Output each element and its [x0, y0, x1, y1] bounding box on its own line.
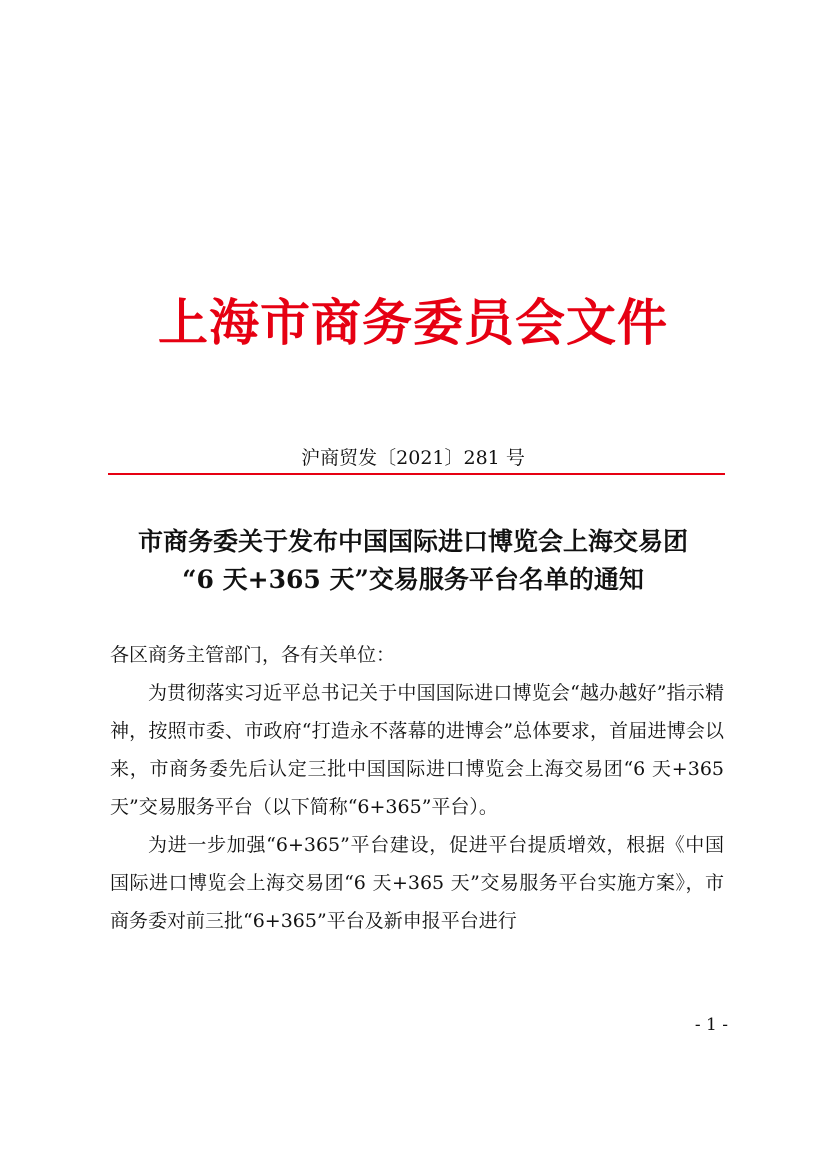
notice-title-line-1: 市商务委关于发布中国国际进口博览会上海交易团 — [137, 527, 688, 556]
issuer-heading: 上海市商务委员会文件 — [158, 293, 668, 352]
body-paragraph-2: 为进一步加强“6+365”平台建设，促进平台提质增效，根据《中国国际进口博览会上海交易团“6 天+365 天”交易服务平台实施方案》，市商务委对前三批“6+365”平台及新申报平台进行 — [110, 834, 724, 932]
salutation: 各区商务主管部门，各有关单位： — [110, 644, 396, 666]
page-number: - 1 - — [694, 1015, 728, 1035]
notice-body — [110, 636, 724, 940]
notice-title — [100, 523, 726, 599]
red-divider-line — [108, 473, 725, 475]
body-paragraph-1: 为贯彻落实习近平总书记关于中国国际进口博览会“越办越好”指示精神，按照市委、市政府“打造永不落幕的进博会”总体要求，首届进博会以来，市商务委先后认定三批中国国际进口博览会上海交易团“6 天+365 天”交易服务平台（以下简称“6+365”平台）。 — [110, 682, 724, 818]
document-number: 沪商贸发〔2021〕281 号 — [301, 447, 525, 469]
notice-title-line-2: “6 天+365 天”交易服务平台名单的通知 — [182, 565, 644, 594]
